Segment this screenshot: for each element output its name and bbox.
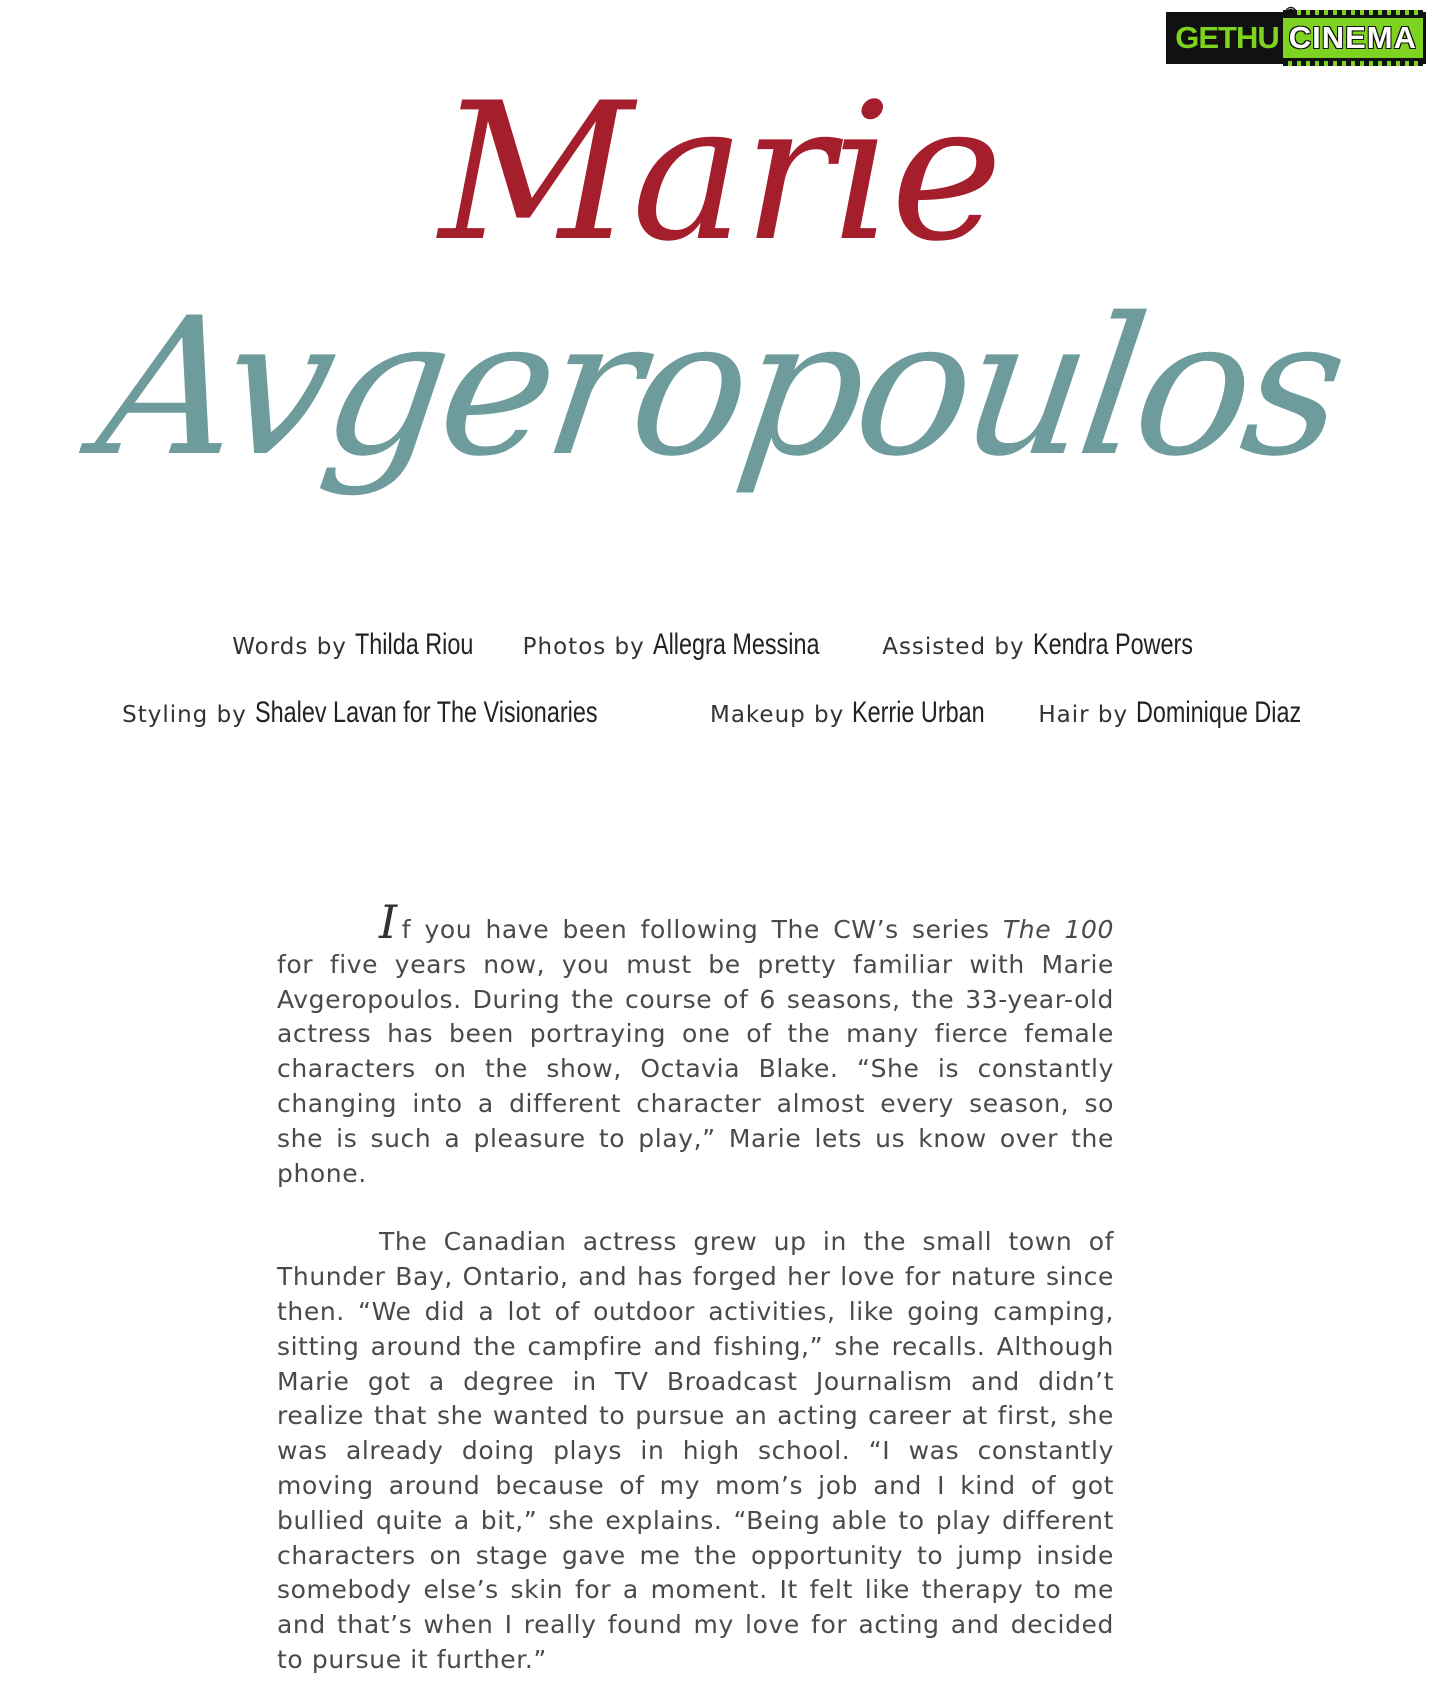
credits-row-2 xyxy=(0,696,1440,730)
article-paragraph-2 xyxy=(277,1225,1114,1677)
credit-hair xyxy=(1038,696,1318,730)
credit-role: Assisted by xyxy=(882,634,1025,660)
credit-words xyxy=(232,628,476,662)
paragraph-text: The Canadian actress grew up in the small town of Thunder Bay, Ontario, and has forged her love for nature since then. “We did a lot of outdoor activities, like going camping, sitting around the campfire and fishing,” she recalls. Although Marie got a degree in TV Broadcast Journalism and didn’t realize that she wanted to pursue an acting career at first, she was already doing plays in high school. “I was constantly moving around because of my mom’s job and I kind of got bullied quite a bit,” she explains. “Being able to play different characters on stage gave me the opportunity to jump inside somebody else’s skin for a moment. It felt like therapy to me and that’s when I really found my love for acting and decided to pursue it further.” xyxy=(277,1227,1114,1674)
credit-makeup xyxy=(710,696,992,730)
credit-name: Kerrie Urban xyxy=(852,696,985,729)
credit-name: Kendra Powers xyxy=(1032,628,1193,661)
credit-name: Dominique Diaz xyxy=(1136,696,1302,729)
credits-row-1 xyxy=(0,628,1440,662)
film-strip-top xyxy=(1283,10,1423,15)
credit-role: Photos by xyxy=(522,634,645,660)
logo-text-left: GETHU xyxy=(1169,18,1283,58)
article-paragraph-1 xyxy=(277,895,1114,1191)
title-first-name: Marie xyxy=(439,62,1001,283)
paragraph-text: f you have been following The CW’s series xyxy=(401,915,1003,944)
film-strip-bottom xyxy=(1283,61,1423,66)
credit-role: Makeup by xyxy=(709,702,845,728)
camera-icon: ◉ xyxy=(1284,3,1298,19)
show-title: The 100 xyxy=(1002,915,1114,944)
title-last-name: Avgeropoulos xyxy=(86,277,1354,498)
logo-text-right xyxy=(1283,3,1423,58)
credit-name: Thilda Riou xyxy=(354,628,474,661)
watermark-logo xyxy=(1166,3,1426,64)
credit-name: Allegra Messina xyxy=(652,628,820,661)
credit-photos xyxy=(523,628,837,662)
credit-styling xyxy=(122,696,664,730)
credit-name: Shalev Lavan for The Visionaries xyxy=(254,696,598,729)
drop-cap: I xyxy=(379,895,398,949)
credit-assisted xyxy=(882,628,1207,662)
paragraph-text: for five years now, you must be pretty familiar with Marie Avgeropoulos. During the course of 6 seasons, the 33-year-old actress has been portraying one of the many fierce female characters on the show, Octavia Blake. “She is constantly changing into a different character almost every season, so she is such a pleasure to play,” Marie lets us know over the phone. xyxy=(277,949,1114,1188)
logo-text-right-label: CINEMA xyxy=(1288,20,1417,55)
credit-role: Hair by xyxy=(1038,702,1129,728)
credit-role: Words by xyxy=(232,634,347,660)
credit-role: Styling by xyxy=(122,702,247,728)
article-body xyxy=(277,895,1114,1678)
